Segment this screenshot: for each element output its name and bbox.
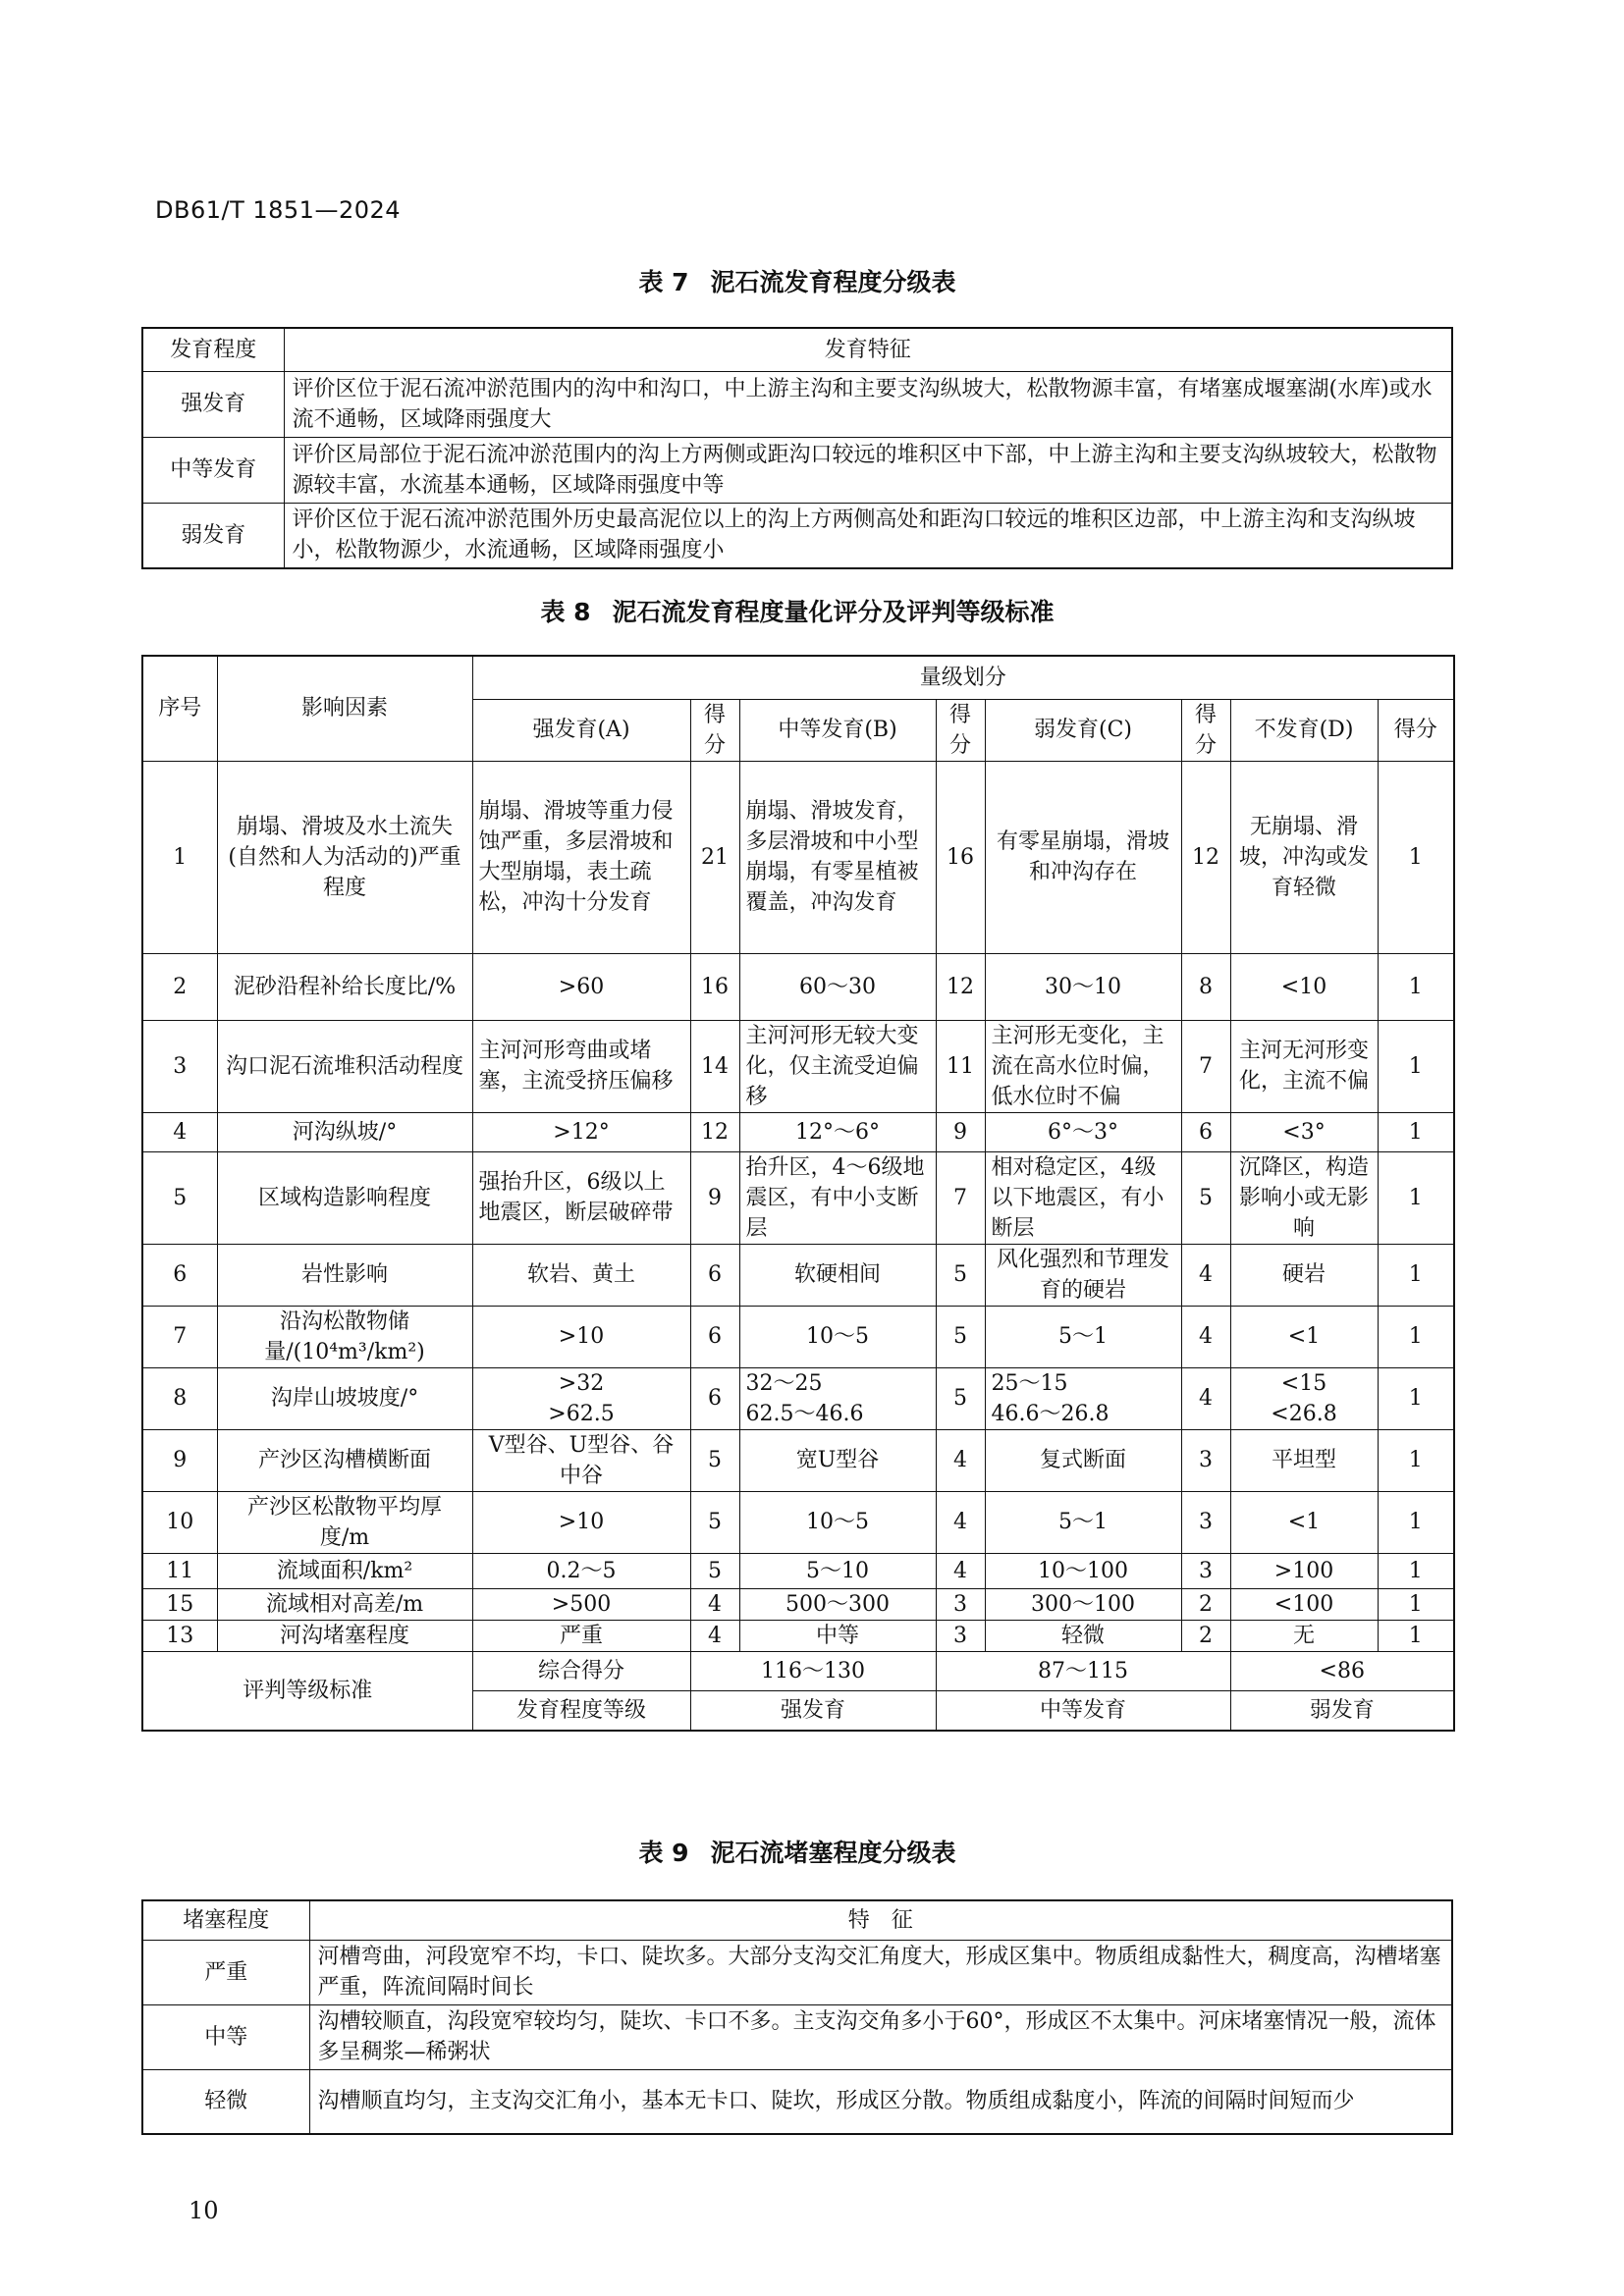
score-cell: 5 xyxy=(936,1244,985,1306)
score-cell: 14 xyxy=(690,1020,739,1112)
column-header: 得分 xyxy=(936,699,985,761)
weak-cell: 复式断面 xyxy=(985,1429,1181,1491)
medium-cell: 10～5 xyxy=(739,1491,936,1553)
column-header: 得分 xyxy=(690,699,739,761)
factor-cell: 岩性影响 xyxy=(217,1244,472,1306)
level-cell: 中等发育 xyxy=(142,437,284,503)
score-cell: 3 xyxy=(936,1588,985,1620)
strong-cell: 严重 xyxy=(472,1620,690,1651)
score-cell: 1 xyxy=(1378,761,1454,953)
score-cell: 4 xyxy=(936,1491,985,1553)
none-cell: >100 xyxy=(1230,1553,1378,1588)
medium-cell: 宽U型谷 xyxy=(739,1429,936,1491)
table-header-row xyxy=(142,1900,1452,1940)
factor-cell: 沟口泥石流堆积活动程度 xyxy=(217,1020,472,1112)
score-cell: 12 xyxy=(1181,761,1230,953)
level-cell: 强发育 xyxy=(142,371,284,437)
description-cell: 沟槽顺直均匀，主支沟交汇角小，基本无卡口、陡坎，形成区分散。物质组成黏度小，阵流的间隔时间短而少 xyxy=(309,2069,1452,2134)
score-cell: 5 xyxy=(936,1367,985,1429)
description-cell: 评价区局部位于泥石流冲淤范围内的沟上方两侧或距沟口较远的堆积区中下部，中上游主沟和主要支沟纵坡较大，松散物源较丰富，水流基本通畅，区域降雨强度中等 xyxy=(284,437,1452,503)
description-cell: 评价区位于泥石流冲淤范围内的沟中和沟口，中上游主沟和主要支沟纵坡大，松散物源丰富，有堵塞成堰塞湖(水库)或水流不通畅，区域降雨强度大 xyxy=(284,371,1452,437)
factor-cell: 沟岸山坡坡度/° xyxy=(217,1367,472,1429)
column-header: 发育特征 xyxy=(284,328,1452,371)
score-cell: 3 xyxy=(936,1620,985,1651)
factor-cell: 流域相对高差/m xyxy=(217,1588,472,1620)
medium-cell: 60～30 xyxy=(739,953,936,1020)
factor-cell: 流域面积/km² xyxy=(217,1553,472,1588)
score-cell: 12 xyxy=(936,953,985,1020)
table-row xyxy=(142,371,1452,437)
table9-title: 泥石流堵塞程度分级表 xyxy=(710,1839,956,1867)
medium-cell: 10～5 xyxy=(739,1306,936,1367)
table-row xyxy=(142,1244,1454,1306)
none-cell: <3° xyxy=(1230,1112,1378,1151)
score-cell: 1 xyxy=(1378,1367,1454,1429)
score-cell: 12 xyxy=(690,1112,739,1151)
score-cell: 7 xyxy=(1181,1020,1230,1112)
column-header: 影响因素 xyxy=(217,656,472,761)
row-number: 7 xyxy=(142,1306,217,1367)
row-number: 10 xyxy=(142,1491,217,1553)
strong-cell: >500 xyxy=(472,1588,690,1620)
medium-cell: 主河河形无较大变化，仅主流受迫偏移 xyxy=(739,1020,936,1112)
factor-cell: 产沙区松散物平均厚度/m xyxy=(217,1491,472,1553)
column-header: 得分 xyxy=(1181,699,1230,761)
strong-cell: >10 xyxy=(472,1306,690,1367)
column-header: 弱发育(C) xyxy=(985,699,1181,761)
score-cell: 21 xyxy=(690,761,739,953)
score-cell: 1 xyxy=(1378,1588,1454,1620)
table-row xyxy=(142,1429,1454,1491)
score-cell: 9 xyxy=(936,1112,985,1151)
weak-cell: 轻微 xyxy=(985,1620,1181,1651)
none-cell: <100 xyxy=(1230,1588,1378,1620)
weak-cell: 6°～3° xyxy=(985,1112,1181,1151)
table7-title: 泥石流发育程度分级表 xyxy=(710,268,956,296)
none-cell: <1 xyxy=(1230,1491,1378,1553)
column-group-header: 量级划分 xyxy=(472,656,1454,699)
score-cell: 6 xyxy=(690,1306,739,1367)
strong-cell: >10 xyxy=(472,1491,690,1553)
row-number: 3 xyxy=(142,1020,217,1112)
row-number: 15 xyxy=(142,1588,217,1620)
grade-strong: 强发育 xyxy=(690,1690,936,1731)
table-row xyxy=(142,1620,1454,1651)
strong-cell: 崩塌、滑坡等重力侵蚀严重，多层滑坡和大型崩塌，表土疏松，冲沟十分发育 xyxy=(472,761,690,953)
score-cell: 1 xyxy=(1378,1553,1454,1588)
grading-label: 评判等级标准 xyxy=(142,1651,472,1731)
table-row xyxy=(142,1588,1454,1620)
weak-cell: 5～1 xyxy=(985,1491,1181,1553)
description-cell: 沟槽较顺直，沟段宽窄较均匀，陡坎、卡口不多。主支沟交角多小于60°，形成区不太集中。河床堵塞情况一般，流体多呈稠浆—稀粥状 xyxy=(309,2004,1452,2069)
none-cell: 平坦型 xyxy=(1230,1429,1378,1491)
strong-cell: 主河河形弯曲或堵塞，主流受挤压偏移 xyxy=(472,1020,690,1112)
none-cell: 无 xyxy=(1230,1620,1378,1651)
column-header: 发育程度 xyxy=(142,328,284,371)
score-cell: 16 xyxy=(690,953,739,1020)
weak-cell: 5～1 xyxy=(985,1306,1181,1367)
score-weak: <86 xyxy=(1230,1651,1454,1690)
medium-cell: 500～300 xyxy=(739,1588,936,1620)
medium-cell: 中等 xyxy=(739,1620,936,1651)
none-cell: 沉降区，构造影响小或无影响 xyxy=(1230,1151,1378,1244)
column-header: 序号 xyxy=(142,656,217,761)
factor-cell: 河沟堵塞程度 xyxy=(217,1620,472,1651)
score-cell: 5 xyxy=(690,1429,739,1491)
score-cell: 1 xyxy=(1378,1151,1454,1244)
score-cell: 6 xyxy=(690,1244,739,1306)
score-cell: 1 xyxy=(1378,1620,1454,1651)
table-row xyxy=(142,1306,1454,1367)
strong-cell: 强抬升区，6级以上地震区，断层破碎带 xyxy=(472,1151,690,1244)
table8-number: 表 8 xyxy=(540,598,591,626)
score-cell: 3 xyxy=(1181,1429,1230,1491)
medium-cell: 5～10 xyxy=(739,1553,936,1588)
medium-cell: 抬升区，4～6级地震区，有中小支断层 xyxy=(739,1151,936,1244)
none-cell: <1 xyxy=(1230,1306,1378,1367)
table-row xyxy=(142,1553,1454,1588)
table9-caption xyxy=(141,1834,1453,1869)
score-cell: 16 xyxy=(936,761,985,953)
medium-cell: 软硬相间 xyxy=(739,1244,936,1306)
score-cell: 1 xyxy=(1378,1112,1454,1151)
table-row xyxy=(142,1367,1454,1429)
score-cell: 4 xyxy=(1181,1306,1230,1367)
row-number: 9 xyxy=(142,1429,217,1491)
level-cell: 弱发育 xyxy=(142,503,284,568)
none-cell: 无崩塌、滑坡，冲沟或发育轻微 xyxy=(1230,761,1378,953)
row-number: 4 xyxy=(142,1112,217,1151)
table-row xyxy=(142,1940,1452,2004)
table-header-row xyxy=(142,656,1454,699)
column-header: 堵塞程度 xyxy=(142,1900,309,1940)
description-cell: 评价区位于泥石流冲淤范围外历史最高泥位以上的沟上方两侧高处和距沟口较远的堆积区边部，中上游主沟和支沟纵坡小，松散物源少，水流通畅，区域降雨强度小 xyxy=(284,503,1452,568)
score-cell: 1 xyxy=(1378,1020,1454,1112)
description-cell: 河槽弯曲，河段宽窄不均，卡口、陡坎多。大部分支沟交汇角度大，形成区集中。物质组成黏性大，稠度高，沟槽堵塞严重，阵流间隔时间长 xyxy=(309,1940,1452,2004)
score-label: 综合得分 xyxy=(472,1651,690,1690)
row-number: 5 xyxy=(142,1151,217,1244)
table-footer-row xyxy=(142,1651,1454,1690)
row-number: 11 xyxy=(142,1553,217,1588)
none-cell: 主河无河形变化，主流不偏 xyxy=(1230,1020,1378,1112)
column-header: 得分 xyxy=(1378,699,1454,761)
table-row xyxy=(142,1020,1454,1112)
factor-cell: 崩塌、滑坡及水土流失(自然和人为活动的)严重程度 xyxy=(217,761,472,953)
score-cell: 1 xyxy=(1378,1244,1454,1306)
table8-title: 泥石流发育程度量化评分及评判等级标准 xyxy=(612,598,1055,626)
score-cell: 8 xyxy=(1181,953,1230,1020)
score-cell: 4 xyxy=(936,1553,985,1588)
score-cell: 3 xyxy=(1181,1491,1230,1553)
weak-cell: 有零星崩塌，滑坡和冲沟存在 xyxy=(985,761,1181,953)
score-medium: 87～115 xyxy=(936,1651,1230,1690)
score-cell: 1 xyxy=(1378,1429,1454,1491)
level-cell: 中等 xyxy=(142,2004,309,2069)
weak-cell: 风化强烈和节理发育的硬岩 xyxy=(985,1244,1181,1306)
factor-cell: 产沙区沟槽横断面 xyxy=(217,1429,472,1491)
factor-cell: 泥砂沿程补给长度比/% xyxy=(217,953,472,1020)
grade-medium: 中等发育 xyxy=(936,1690,1230,1731)
score-cell: 4 xyxy=(936,1429,985,1491)
factor-cell: 区域构造影响程度 xyxy=(217,1151,472,1244)
column-header: 特 征 xyxy=(309,1900,1452,1940)
score-cell: 4 xyxy=(1181,1244,1230,1306)
table7-number: 表 7 xyxy=(638,268,689,296)
strong-cell: 软岩、黄土 xyxy=(472,1244,690,1306)
row-number: 8 xyxy=(142,1367,217,1429)
score-cell: 1 xyxy=(1378,1491,1454,1553)
score-cell: 5 xyxy=(690,1491,739,1553)
table-row xyxy=(142,503,1452,568)
weak-cell: 300～100 xyxy=(985,1588,1181,1620)
document-code: DB61/T 1851—2024 xyxy=(155,196,402,224)
row-number: 2 xyxy=(142,953,217,1020)
table8 xyxy=(141,655,1455,1732)
score-strong: 116～130 xyxy=(690,1651,936,1690)
table8-caption xyxy=(141,593,1453,628)
row-number: 1 xyxy=(142,761,217,953)
score-cell: 2 xyxy=(1181,1620,1230,1651)
score-cell: 4 xyxy=(690,1620,739,1651)
table-row xyxy=(142,2069,1452,2134)
grade-weak: 弱发育 xyxy=(1230,1690,1454,1731)
column-header: 不发育(D) xyxy=(1230,699,1378,761)
table9 xyxy=(141,1899,1453,2135)
factor-cell: 河沟纵坡/° xyxy=(217,1112,472,1151)
table-row xyxy=(142,1151,1454,1244)
score-cell: 2 xyxy=(1181,1588,1230,1620)
score-cell: 7 xyxy=(936,1151,985,1244)
medium-cell: 12°～6° xyxy=(739,1112,936,1151)
medium-cell: 32～25 62.5～46.6 xyxy=(739,1367,936,1429)
medium-cell: 崩塌、滑坡发育，多层滑坡和中小型崩塌，有零星植被覆盖，冲沟发育 xyxy=(739,761,936,953)
table7 xyxy=(141,327,1453,569)
page-number: 10 xyxy=(189,2197,219,2224)
table-row xyxy=(142,1491,1454,1553)
table9-number: 表 9 xyxy=(638,1839,689,1867)
weak-cell: 相对稳定区，4级以下地震区，有小断层 xyxy=(985,1151,1181,1244)
strong-cell: >12° xyxy=(472,1112,690,1151)
table-header-row xyxy=(142,328,1452,371)
score-cell: 11 xyxy=(936,1020,985,1112)
weak-cell: 主河形无变化，主流在高水位时偏，低水位时不偏 xyxy=(985,1020,1181,1112)
level-cell: 轻微 xyxy=(142,2069,309,2134)
score-cell: 1 xyxy=(1378,953,1454,1020)
column-header: 强发育(A) xyxy=(472,699,690,761)
row-number: 13 xyxy=(142,1620,217,1651)
strong-cell: >32 >62.5 xyxy=(472,1367,690,1429)
column-header: 中等发育(B) xyxy=(739,699,936,761)
factor-cell: 沿沟松散物储量/(10⁴m³/km²) xyxy=(217,1306,472,1367)
strong-cell: 0.2～5 xyxy=(472,1553,690,1588)
score-cell: 6 xyxy=(690,1367,739,1429)
none-cell: 硬岩 xyxy=(1230,1244,1378,1306)
table-row xyxy=(142,761,1454,953)
score-cell: 6 xyxy=(1181,1112,1230,1151)
grade-label: 发育程度等级 xyxy=(472,1690,690,1731)
level-cell: 严重 xyxy=(142,1940,309,2004)
weak-cell: 10～100 xyxy=(985,1553,1181,1588)
score-cell: 4 xyxy=(690,1588,739,1620)
score-cell: 9 xyxy=(690,1151,739,1244)
strong-cell: >60 xyxy=(472,953,690,1020)
none-cell: <15 <26.8 xyxy=(1230,1367,1378,1429)
strong-cell: V型谷、U型谷、谷中谷 xyxy=(472,1429,690,1491)
table7-caption xyxy=(141,263,1453,298)
score-cell: 5 xyxy=(936,1306,985,1367)
score-cell: 4 xyxy=(1181,1367,1230,1429)
score-cell: 5 xyxy=(690,1553,739,1588)
score-cell: 3 xyxy=(1181,1553,1230,1588)
weak-cell: 25～15 46.6～26.8 xyxy=(985,1367,1181,1429)
row-number: 6 xyxy=(142,1244,217,1306)
table-row xyxy=(142,1112,1454,1151)
score-cell: 1 xyxy=(1378,1306,1454,1367)
weak-cell: 30～10 xyxy=(985,953,1181,1020)
table-row xyxy=(142,2004,1452,2069)
table-row xyxy=(142,953,1454,1020)
none-cell: <10 xyxy=(1230,953,1378,1020)
table-row xyxy=(142,437,1452,503)
score-cell: 5 xyxy=(1181,1151,1230,1244)
